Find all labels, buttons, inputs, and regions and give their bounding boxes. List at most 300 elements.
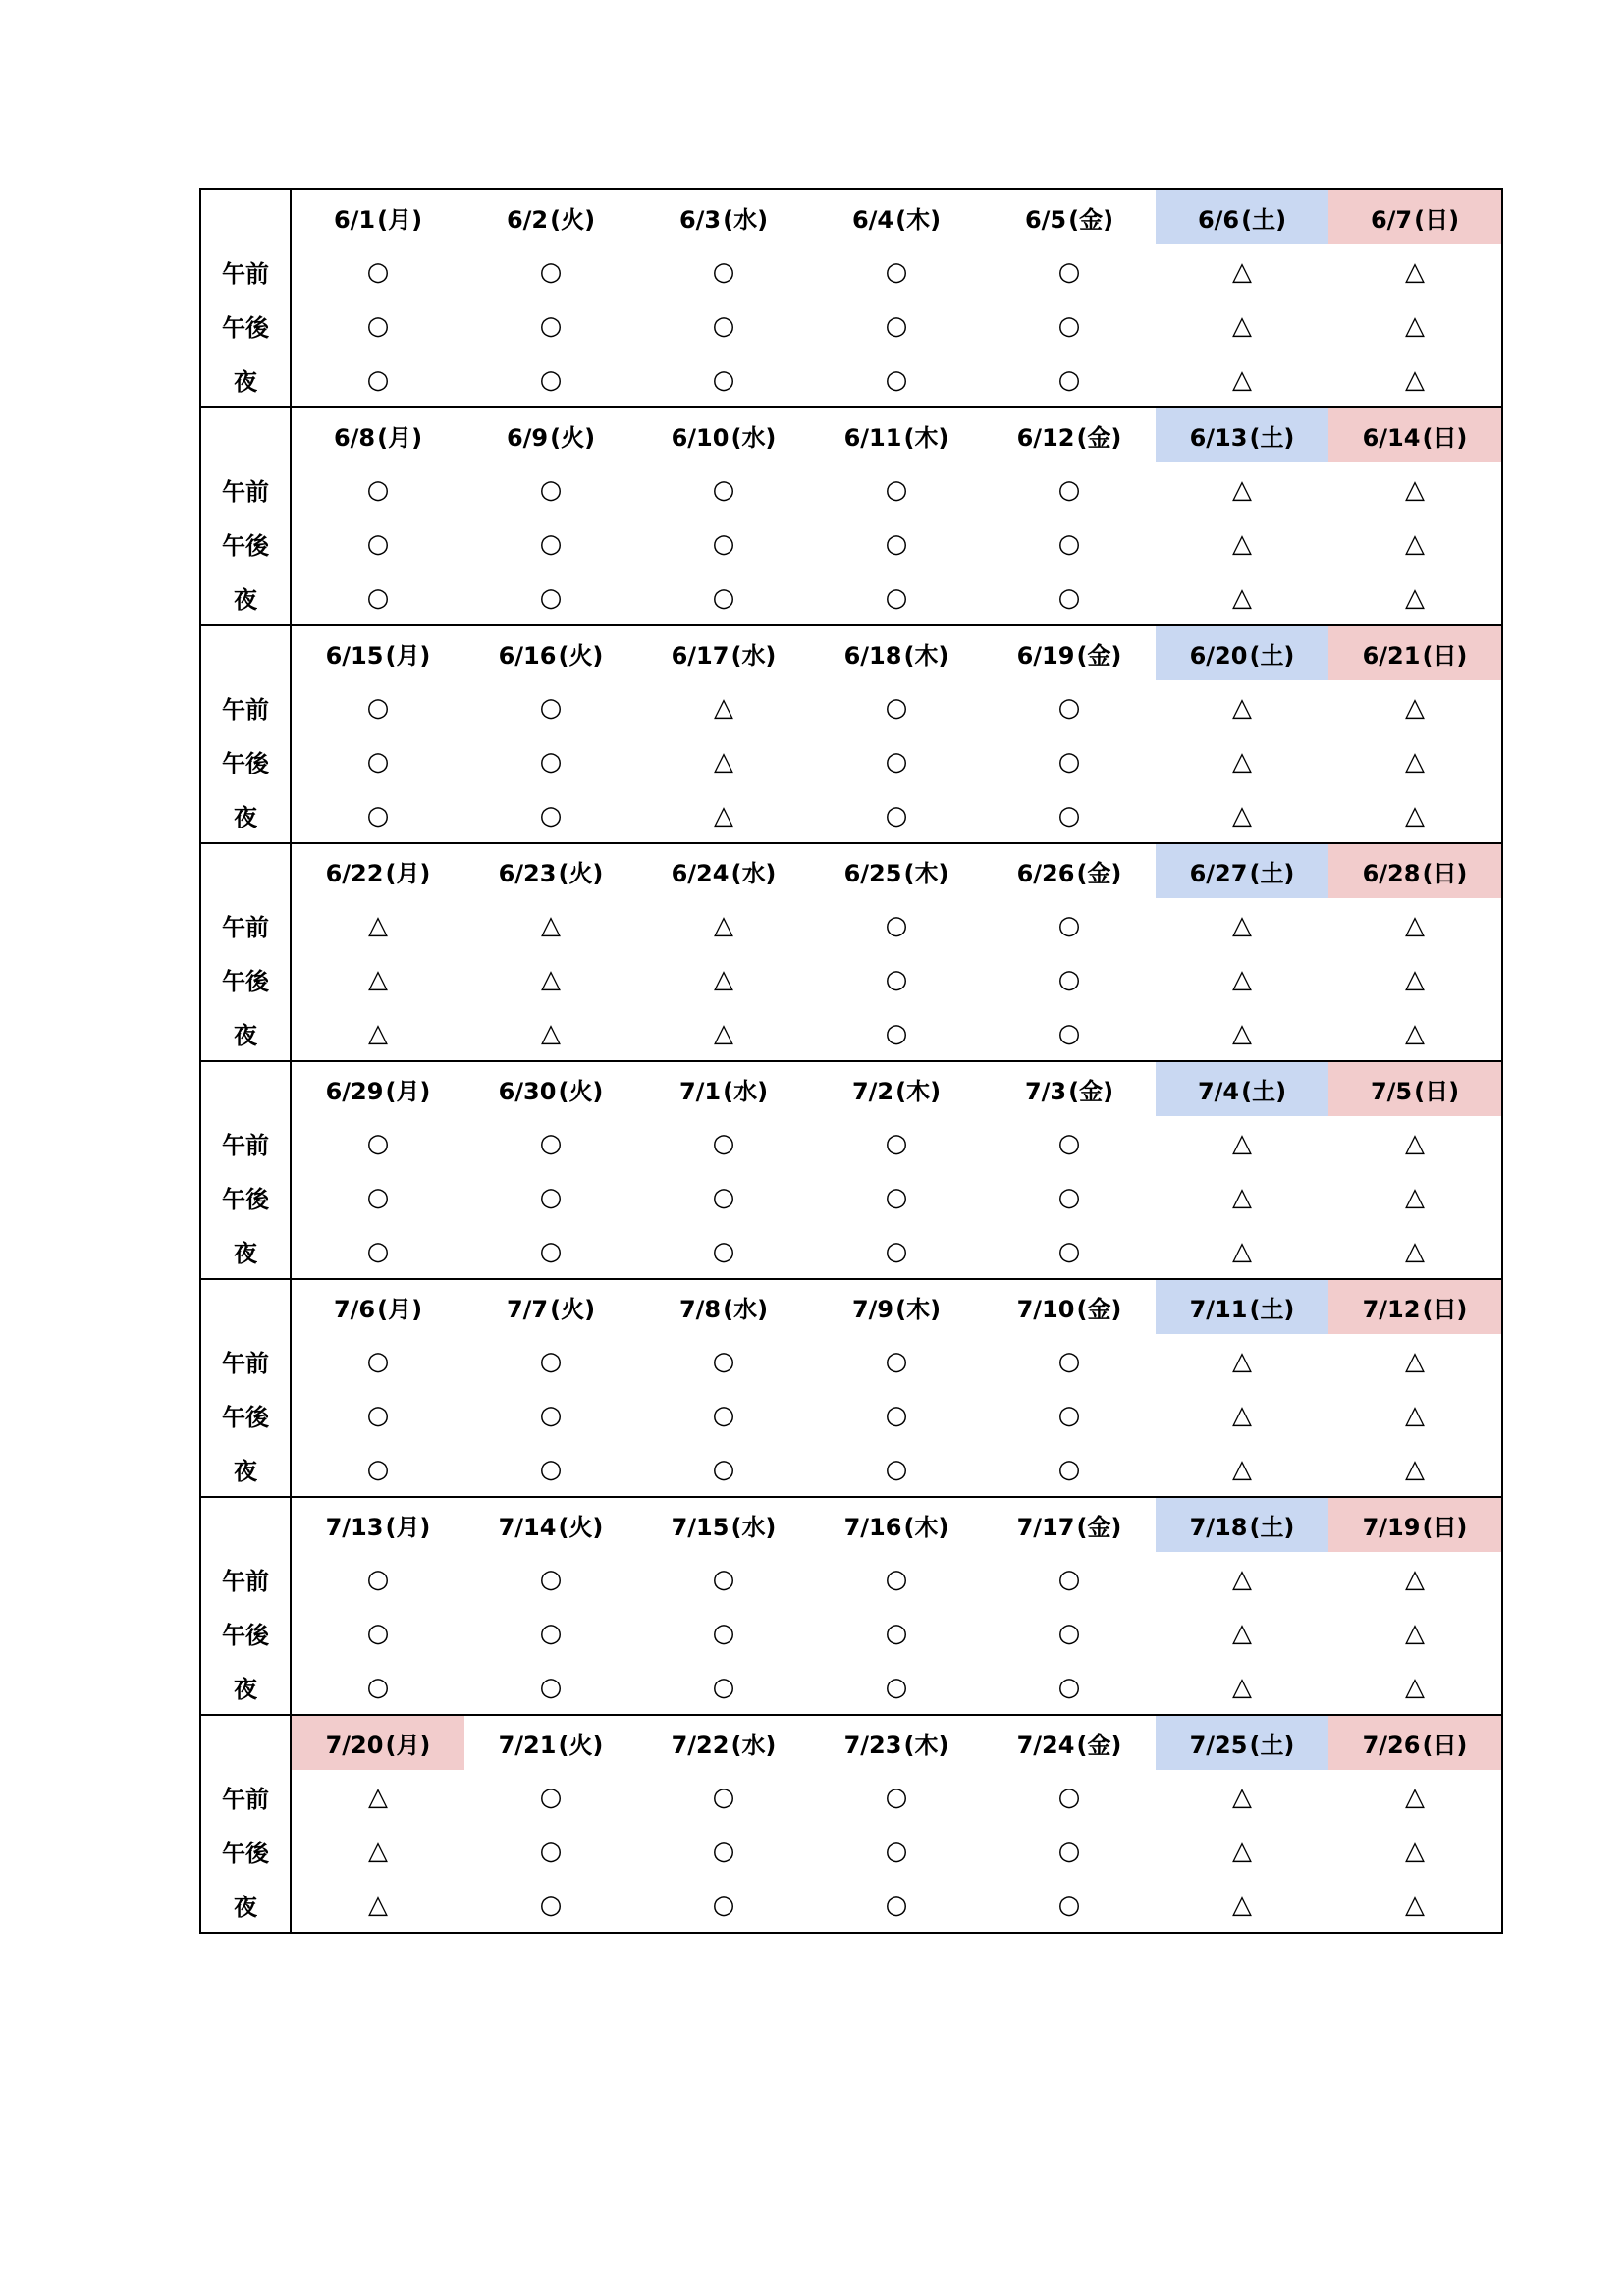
availability-cell: △ <box>637 1006 810 1061</box>
date-header-cell <box>291 407 464 462</box>
date-text: 6/10 <box>671 424 730 452</box>
availability-cell: ○ <box>1057 1564 1081 1594</box>
weekday-text: (火) <box>558 1514 604 1541</box>
date-text: 7/14 <box>498 1514 557 1541</box>
availability-cell: ○ <box>1057 1400 1081 1430</box>
availability-cell: ○ <box>1057 1346 1081 1376</box>
week-header-row <box>200 1715 1502 1770</box>
availability-cell: ○ <box>712 1618 735 1648</box>
date-text: 7/15 <box>671 1514 730 1541</box>
weekday-text: (火) <box>550 206 596 234</box>
weekday-text: (日) <box>1422 1732 1468 1759</box>
availability-cell: ○ <box>885 1346 908 1376</box>
availability-cell: ○ <box>1057 1128 1081 1158</box>
availability-cell: ○ <box>712 1564 735 1594</box>
date-text: 7/17 <box>1016 1514 1075 1541</box>
weekday-text: (水) <box>730 642 777 669</box>
slot-row <box>200 570 1502 625</box>
weekday-text: (月) <box>377 1296 423 1323</box>
availability-cell: △ <box>1156 1224 1328 1279</box>
date-text: 6/9 <box>506 424 549 452</box>
date-text: 7/8 <box>678 1296 722 1323</box>
time-slot-label: 午前 <box>200 1116 291 1170</box>
date-header-cell <box>637 1061 810 1116</box>
availability-cell: △ <box>1232 964 1252 994</box>
weekday-text: (木) <box>895 1296 942 1323</box>
availability-cell: ○ <box>366 1182 390 1212</box>
date-header-cell <box>1156 1279 1328 1334</box>
availability-cell: △ <box>1232 910 1252 940</box>
date-header-cell <box>291 843 464 898</box>
availability-cell: ○ <box>712 1128 735 1158</box>
date-text: 7/21 <box>498 1732 557 1759</box>
availability-cell: ○ <box>1057 910 1081 940</box>
availability-cell: △ <box>464 1006 637 1061</box>
availability-cell: ○ <box>464 1660 637 1715</box>
date-text: 7/2 <box>851 1078 894 1105</box>
time-slot-label: 午後 <box>200 1824 291 1878</box>
availability-cell: ○ <box>885 474 908 505</box>
weekday-text: (水) <box>730 860 777 887</box>
availability-cell: △ <box>1232 528 1252 559</box>
slot-row <box>200 1170 1502 1224</box>
availability-cell: △ <box>1328 1824 1502 1878</box>
weekday-text: (木) <box>903 1514 949 1541</box>
time-slot-label: 午前 <box>200 1552 291 1606</box>
time-slot-label: 午後 <box>200 516 291 570</box>
availability-cell: ○ <box>1057 256 1081 287</box>
availability-cell: △ <box>1328 352 1502 407</box>
weekday-text: (金) <box>1076 424 1122 452</box>
date-text: 6/18 <box>843 642 902 669</box>
weekday-text: (金) <box>1076 642 1122 669</box>
date-header-cell <box>810 189 983 244</box>
date-text: 6/20 <box>1189 642 1248 669</box>
slot-row <box>200 1606 1502 1660</box>
weekday-text: (土) <box>1249 1514 1295 1541</box>
date-header-cell <box>291 189 464 244</box>
weekday-text: (水) <box>723 206 769 234</box>
availability-cell: ○ <box>983 1660 1156 1715</box>
date-header-cell <box>1156 1061 1328 1116</box>
availability-cell: ○ <box>983 1442 1156 1497</box>
date-text: 6/28 <box>1362 860 1421 887</box>
availability-cell: ○ <box>810 352 983 407</box>
date-text: 6/30 <box>498 1078 557 1105</box>
corner-cell <box>200 843 291 898</box>
availability-cell: ○ <box>291 352 464 407</box>
week-header-row <box>200 843 1502 898</box>
date-header-cell <box>1156 189 1328 244</box>
availability-cell: △ <box>1232 1564 1252 1594</box>
date-text: 7/16 <box>843 1514 902 1541</box>
week-header-row <box>200 189 1502 244</box>
date-text: 6/22 <box>325 860 384 887</box>
date-text: 7/7 <box>506 1296 549 1323</box>
availability-cell: △ <box>637 788 810 843</box>
date-header-cell <box>464 407 637 462</box>
date-text: 6/8 <box>333 424 376 452</box>
availability-cell: ○ <box>712 1346 735 1376</box>
time-slot-label: 午後 <box>200 1606 291 1660</box>
availability-cell: ○ <box>1057 1618 1081 1648</box>
availability-cell: △ <box>1328 1388 1502 1442</box>
weekday-text: (金) <box>1076 1296 1122 1323</box>
availability-cell: ○ <box>983 1224 1156 1279</box>
date-header-cell <box>464 625 637 680</box>
date-header-cell <box>983 1061 1156 1116</box>
availability-cell: ○ <box>539 1618 563 1648</box>
availability-cell: ○ <box>464 788 637 843</box>
date-header-cell <box>464 189 637 244</box>
corner-cell <box>200 189 291 244</box>
availability-cell: ○ <box>1057 1182 1081 1212</box>
date-text: 6/24 <box>671 860 730 887</box>
availability-cell: △ <box>1328 516 1502 570</box>
availability-cell: △ <box>1328 898 1502 952</box>
availability-cell: ○ <box>983 1878 1156 1933</box>
availability-cell: ○ <box>539 1346 563 1376</box>
date-text: 7/24 <box>1016 1732 1075 1759</box>
date-header-cell <box>983 189 1156 244</box>
slot-row <box>200 244 1502 298</box>
slot-row <box>200 788 1502 843</box>
availability-cell: ○ <box>885 746 908 776</box>
availability-cell: ○ <box>539 692 563 722</box>
weekday-text: (月) <box>385 1078 431 1105</box>
weekday-text: (火) <box>550 424 596 452</box>
availability-cell: ○ <box>885 528 908 559</box>
availability-cell: △ <box>1328 1878 1502 1933</box>
slot-row <box>200 1660 1502 1715</box>
date-text: 7/19 <box>1362 1514 1421 1541</box>
date-header-cell <box>983 1715 1156 1770</box>
date-text: 7/11 <box>1189 1296 1248 1323</box>
date-header-cell <box>464 1497 637 1552</box>
slot-row <box>200 298 1502 352</box>
date-text: 6/3 <box>678 206 722 234</box>
availability-cell: △ <box>1328 952 1502 1006</box>
availability-cell: ○ <box>366 692 390 722</box>
date-header-cell <box>1156 625 1328 680</box>
corner-cell <box>200 625 291 680</box>
date-header-cell <box>1328 1279 1502 1334</box>
date-header-cell <box>810 843 983 898</box>
availability-cell: △ <box>1328 1770 1502 1824</box>
availability-cell: ○ <box>983 352 1156 407</box>
weekday-text: (火) <box>558 1078 604 1105</box>
date-header-cell <box>637 1279 810 1334</box>
date-header-cell <box>983 407 1156 462</box>
time-slot-label: 午前 <box>200 1334 291 1388</box>
date-text: 6/26 <box>1016 860 1075 887</box>
date-text: 6/7 <box>1370 206 1413 234</box>
corner-cell <box>200 1061 291 1116</box>
date-text: 6/25 <box>843 860 902 887</box>
weekday-text: (土) <box>1249 1732 1295 1759</box>
time-slot-label: 午前 <box>200 1770 291 1824</box>
date-text: 7/9 <box>851 1296 894 1323</box>
availability-cell: ○ <box>712 1400 735 1430</box>
availability-cell: △ <box>368 1782 388 1812</box>
slot-row <box>200 734 1502 788</box>
availability-cell: ○ <box>1057 310 1081 341</box>
availability-cell: △ <box>368 910 388 940</box>
week-header-row <box>200 407 1502 462</box>
date-text: 7/1 <box>678 1078 722 1105</box>
availability-cell: ○ <box>539 1128 563 1158</box>
availability-cell: ○ <box>712 474 735 505</box>
weekday-text: (火) <box>558 1732 604 1759</box>
weekday-text: (木) <box>895 1078 942 1105</box>
slot-row <box>200 1388 1502 1442</box>
date-header-cell <box>1156 1715 1328 1770</box>
availability-cell: ○ <box>983 1006 1156 1061</box>
time-slot-label: 午前 <box>200 244 291 298</box>
date-text: 6/17 <box>671 642 730 669</box>
availability-cell: ○ <box>464 1224 637 1279</box>
weekday-text: (水) <box>723 1296 769 1323</box>
availability-cell: ○ <box>366 474 390 505</box>
availability-cell: ○ <box>983 570 1156 625</box>
weekday-text: (金) <box>1076 1514 1122 1541</box>
time-slot-label: 午後 <box>200 1170 291 1224</box>
corner-cell <box>200 407 291 462</box>
availability-cell: △ <box>1328 680 1502 734</box>
date-header-cell <box>1328 407 1502 462</box>
date-text: 6/2 <box>506 206 549 234</box>
availability-cell: ○ <box>539 256 563 287</box>
availability-cell: ○ <box>539 1782 563 1812</box>
availability-cell: ○ <box>366 746 390 776</box>
availability-cell: ○ <box>539 1564 563 1594</box>
date-text: 7/3 <box>1024 1078 1067 1105</box>
date-text: 6/27 <box>1189 860 1248 887</box>
weekday-text: (木) <box>903 642 949 669</box>
weekday-text: (月) <box>385 860 431 887</box>
availability-cell: ○ <box>539 474 563 505</box>
date-header-cell <box>983 843 1156 898</box>
availability-cell: ○ <box>885 1564 908 1594</box>
date-header-cell <box>1328 1715 1502 1770</box>
weekday-text: (日) <box>1422 860 1468 887</box>
weekday-text: (月) <box>377 424 423 452</box>
availability-cell: △ <box>1328 462 1502 516</box>
availability-cell: ○ <box>810 1224 983 1279</box>
time-slot-label: 午後 <box>200 952 291 1006</box>
weekday-text: (火) <box>558 642 604 669</box>
time-slot-label: 午前 <box>200 462 291 516</box>
time-slot-label: 午後 <box>200 1388 291 1442</box>
availability-cell: △ <box>1328 1660 1502 1715</box>
weekday-text: (水) <box>730 424 777 452</box>
weekday-text: (土) <box>1249 642 1295 669</box>
date-text: 7/6 <box>333 1296 376 1323</box>
availability-cell: ○ <box>637 570 810 625</box>
availability-cell: ○ <box>712 256 735 287</box>
availability-cell: ○ <box>810 1006 983 1061</box>
date-text: 6/14 <box>1362 424 1421 452</box>
slot-row <box>200 1878 1502 1933</box>
date-text: 7/26 <box>1362 1732 1421 1759</box>
date-header-cell <box>1328 625 1502 680</box>
slot-row <box>200 1770 1502 1824</box>
availability-cell: ○ <box>366 1346 390 1376</box>
time-slot-label: 夜 <box>200 788 291 843</box>
availability-cell: △ <box>1232 692 1252 722</box>
date-header-cell <box>810 1279 983 1334</box>
availability-cell: ○ <box>1057 528 1081 559</box>
availability-cell: △ <box>1328 1552 1502 1606</box>
availability-cell: ○ <box>637 1660 810 1715</box>
availability-cell: ○ <box>366 528 390 559</box>
availability-cell: △ <box>1156 1442 1328 1497</box>
availability-cell: ○ <box>637 352 810 407</box>
availability-cell: ○ <box>637 1442 810 1497</box>
weekday-text: (日) <box>1414 1078 1460 1105</box>
slot-row <box>200 898 1502 952</box>
time-slot-label: 午後 <box>200 734 291 788</box>
date-header-cell <box>983 1497 1156 1552</box>
weekday-text: (日) <box>1422 642 1468 669</box>
availability-cell: △ <box>1328 244 1502 298</box>
availability-cell: ○ <box>291 788 464 843</box>
availability-cell: △ <box>1156 788 1328 843</box>
availability-cell: ○ <box>810 1660 983 1715</box>
date-header-cell <box>637 1715 810 1770</box>
availability-cell: △ <box>1328 788 1502 843</box>
availability-cell: △ <box>714 910 733 940</box>
date-header-cell <box>810 1497 983 1552</box>
availability-cell: △ <box>1328 570 1502 625</box>
availability-cell: △ <box>1328 298 1502 352</box>
availability-cell: ○ <box>1057 964 1081 994</box>
availability-cell: △ <box>1232 1400 1252 1430</box>
date-text: 6/5 <box>1024 206 1067 234</box>
availability-cell: ○ <box>810 570 983 625</box>
date-text: 6/11 <box>843 424 902 452</box>
availability-cell: △ <box>291 1006 464 1061</box>
weekday-text: (木) <box>903 424 949 452</box>
availability-cell: ○ <box>885 1836 908 1866</box>
availability-cell: △ <box>1232 310 1252 341</box>
availability-cell: ○ <box>539 1182 563 1212</box>
slot-row <box>200 1552 1502 1606</box>
availability-cell: ○ <box>810 1878 983 1933</box>
week-header-row <box>200 1279 1502 1334</box>
weekday-text: (火) <box>558 860 604 887</box>
date-text: 6/4 <box>851 206 894 234</box>
availability-cell: △ <box>1328 1006 1502 1061</box>
availability-cell: ○ <box>637 1224 810 1279</box>
date-header-cell <box>291 1279 464 1334</box>
time-slot-label: 午後 <box>200 298 291 352</box>
availability-cell: ○ <box>464 352 637 407</box>
date-text: 6/13 <box>1189 424 1248 452</box>
time-slot-label: 夜 <box>200 1660 291 1715</box>
date-header-cell <box>983 625 1156 680</box>
date-header-cell <box>810 407 983 462</box>
weekday-text: (日) <box>1422 1296 1468 1323</box>
time-slot-label: 夜 <box>200 570 291 625</box>
availability-cell: △ <box>1328 1334 1502 1388</box>
time-slot-label: 夜 <box>200 1442 291 1497</box>
date-text: 7/4 <box>1197 1078 1240 1105</box>
weekday-text: (月) <box>385 642 431 669</box>
date-text: 6/6 <box>1197 206 1240 234</box>
availability-cell: ○ <box>539 1400 563 1430</box>
availability-cell: ○ <box>539 746 563 776</box>
time-slot-label: 午前 <box>200 898 291 952</box>
date-text: 7/12 <box>1362 1296 1421 1323</box>
availability-cell: ○ <box>1057 1836 1081 1866</box>
availability-cell: ○ <box>1057 692 1081 722</box>
availability-cell: ○ <box>810 1442 983 1497</box>
date-text: 6/21 <box>1362 642 1421 669</box>
date-header-cell <box>637 843 810 898</box>
date-header-cell <box>291 625 464 680</box>
availability-cell: △ <box>1328 1606 1502 1660</box>
weekday-text: (月) <box>385 1732 431 1759</box>
weekday-text: (土) <box>1249 860 1295 887</box>
availability-cell: ○ <box>712 1782 735 1812</box>
availability-cell: ○ <box>885 1618 908 1648</box>
availability-cell: ○ <box>810 788 983 843</box>
availability-cell: ○ <box>366 1618 390 1648</box>
slot-row <box>200 1006 1502 1061</box>
slot-row <box>200 516 1502 570</box>
date-header-cell <box>464 843 637 898</box>
date-text: 7/20 <box>325 1732 384 1759</box>
weekday-text: (土) <box>1249 1296 1295 1323</box>
availability-cell: ○ <box>366 256 390 287</box>
date-text: 7/23 <box>843 1732 902 1759</box>
date-header-cell <box>810 1715 983 1770</box>
availability-cell: ○ <box>885 256 908 287</box>
availability-cell: ○ <box>885 310 908 341</box>
availability-cell: △ <box>1232 1128 1252 1158</box>
weekday-text: (月) <box>385 1514 431 1541</box>
availability-cell: ○ <box>291 1660 464 1715</box>
availability-cell: △ <box>714 746 733 776</box>
availability-cell: ○ <box>637 1878 810 1933</box>
availability-cell: △ <box>1232 1618 1252 1648</box>
date-header-cell <box>637 189 810 244</box>
week-header-row <box>200 1061 1502 1116</box>
availability-cell: △ <box>1328 1442 1502 1497</box>
date-text: 7/5 <box>1370 1078 1413 1105</box>
date-text: 6/15 <box>325 642 384 669</box>
availability-cell: △ <box>368 964 388 994</box>
weekday-text: (水) <box>730 1514 777 1541</box>
availability-cell: ○ <box>885 692 908 722</box>
weekday-text: (木) <box>895 206 942 234</box>
availability-cell: ○ <box>885 1182 908 1212</box>
availability-cell: ○ <box>464 1442 637 1497</box>
availability-cell: △ <box>1328 1224 1502 1279</box>
date-header-cell <box>637 407 810 462</box>
availability-cell: △ <box>541 910 561 940</box>
availability-cell: △ <box>1232 1836 1252 1866</box>
availability-cell: △ <box>1156 352 1328 407</box>
slot-row <box>200 1824 1502 1878</box>
date-header-cell <box>1328 843 1502 898</box>
availability-cell: △ <box>714 692 733 722</box>
weekday-text: (土) <box>1241 1078 1287 1105</box>
availability-cell: ○ <box>1057 1782 1081 1812</box>
date-text: 6/23 <box>498 860 557 887</box>
weekday-text: (土) <box>1241 206 1287 234</box>
